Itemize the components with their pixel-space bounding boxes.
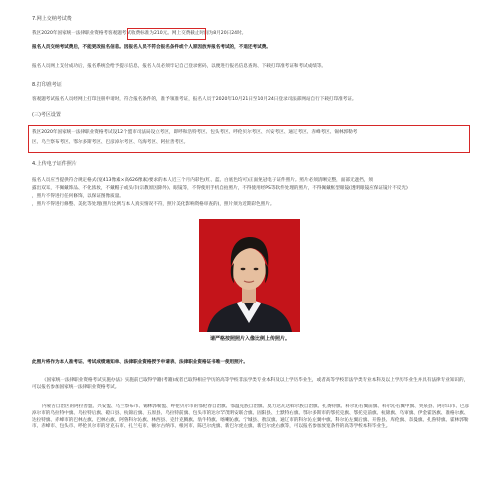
photo-req-line-3: ，照片不得进行任何修饰，以保证图像质量。 bbox=[32, 194, 124, 199]
photo-usage-warning: 此照片将作为本人准考证、考试成绩通知单、法律职业资格授予申请表、法律职业资格证书唯一使用照片。 bbox=[32, 360, 248, 365]
fee-line bbox=[0, 31, 500, 37]
photo-req-line-4: ，照片不得进行修整、美化等处理(照片比例与本人真实情况不符，照片美化影响资格审查的)，照片须为近期彩色照片。 bbox=[32, 202, 275, 207]
relaxed-region-paragraph: 内蒙古自治区的阿拉善盟、兴安盟、乌兰察布市、锡林郭勒盟、呼伦贝尔市的鄂伦春自治旗、鄂温克族自治旗、莫力达瓦达斡尔族自治旗、扎赉特旗、科尔沁右翼前旗、科尔沁右翼中旗、突泉县、阿尔山市、巴彦淖尔市的乌拉特中旗、乌拉特后旗、磴口县、杭锦后旗、五原县、乌拉特前旗、包头市的达尔罕茂明安联合旗、固阳县、土默特右旗、鄂尔多斯市的鄂托克旗、鄂托克前旗、杭锦旗、乌审旗、伊金霍洛旗、准格尔旗、达拉特旗、赤峰市的巴林左旗、巴林右旗、阿鲁科尔沁旗、林西县、克什克腾旗、翁牛特旗、喀喇沁旗、宁城县、敖汉旗、通辽市的科尔沁左翼中旗、科尔沁左翼后旗、开鲁县、库伦旗、奈曼旗、扎鲁特旗、霍林郭勒市、赤峰市、包头市、呼伦贝尔市的牙克石市、扎兰屯市、额尔古纳市、根河市、陈巴尔虎旗、新巴尔虎左旗、新巴尔虎右旗等，可以报名参加放宽条件的高等学校本科毕业生。 bbox=[32, 404, 470, 430]
section-7-title: 7.网上交纳考试费 bbox=[32, 16, 72, 22]
portrait-image bbox=[199, 219, 300, 332]
photo-caption: 请严格按照照片入像比例上传照片。 bbox=[209, 336, 290, 342]
fee-line-pre: 我区2020年国家统一法律职业资格考 bbox=[32, 31, 109, 36]
eligibility-paragraph: 《国家统一法律职业资格考试实施办法》实施前已取得学籍(考籍)或者已取得相应学历的高等学校非法学类专业本科及以上学历毕业生，或者高等学校非法学类专业本科及以上学历毕业生并具有法律专业知识的，可以报名参加国家统一法律职业资格考试。 bbox=[32, 378, 469, 390]
exam-area-line-1: 我区2020年国家统一法律职业资格考试设12个盟市司法局设立考区，即呼和浩特考区、包头考区、呼伦贝尔考区、兴安考区、通辽考区、赤峰考区、锡林郭勒考 bbox=[32, 130, 358, 135]
section-4-title: 4.上传电子证件照片 bbox=[32, 161, 77, 167]
admission-ticket-text: 客观题考试报名人员经网上打印注册申请时，符合报名条件的，准予领准考证，报名人员于2020年10月21日至10月24日登录司法部网站自行下载打印准考证。 bbox=[32, 97, 357, 102]
photo-req-line-2: 露出双耳，不佩戴饰品、不化浓妆，不戴帽子或头巾(宗教原因除外)、眼镜等，不得使用手机自拍照片，不得使用经PS等软件处理的照片，不得佩戴框型眼镜(透明眼镜应保证镜片不反光) bbox=[32, 186, 408, 191]
exam-area-title: (三)考区设置 bbox=[32, 112, 61, 118]
no-refund-notice: 报名人员交纳考试费后，不能更改报名信息。因报名人员不符合报名条件或个人原因放弃报名考试的，不退还考试费。 bbox=[32, 45, 271, 50]
fee-line-post: 。网上交费截止时间为8月20日24时。 bbox=[167, 31, 247, 36]
section-8-title: 8.打印准考证 bbox=[32, 82, 62, 88]
fee-highlight-box bbox=[127, 28, 206, 40]
payment-note: 报名人员网上支付成功后，报名系统会给予提示信息，报名人员必须牢记自己登录密码，以便进行报名信息查询、下载打印准考证和考试成绩等。 bbox=[32, 64, 327, 69]
fee-amount-highlight: 客观题考试收费标准为210元 bbox=[108, 31, 168, 36]
sample-id-photo bbox=[199, 219, 300, 332]
photo-req-line-1: 报名人员应当提供符合规定格式(宽413像素×高626像素)要求的本人近三个月内彩色(红、蓝、白底色均可)正面免冠电子证件照片。照片必须清晰完整，面部无遮挡，须 bbox=[32, 178, 373, 183]
exam-area-line-2: 区、乌兰察布考区、鄂尔多斯考区、巴彦淖尔考区、乌海考区、阿拉善考区。 bbox=[32, 140, 189, 145]
